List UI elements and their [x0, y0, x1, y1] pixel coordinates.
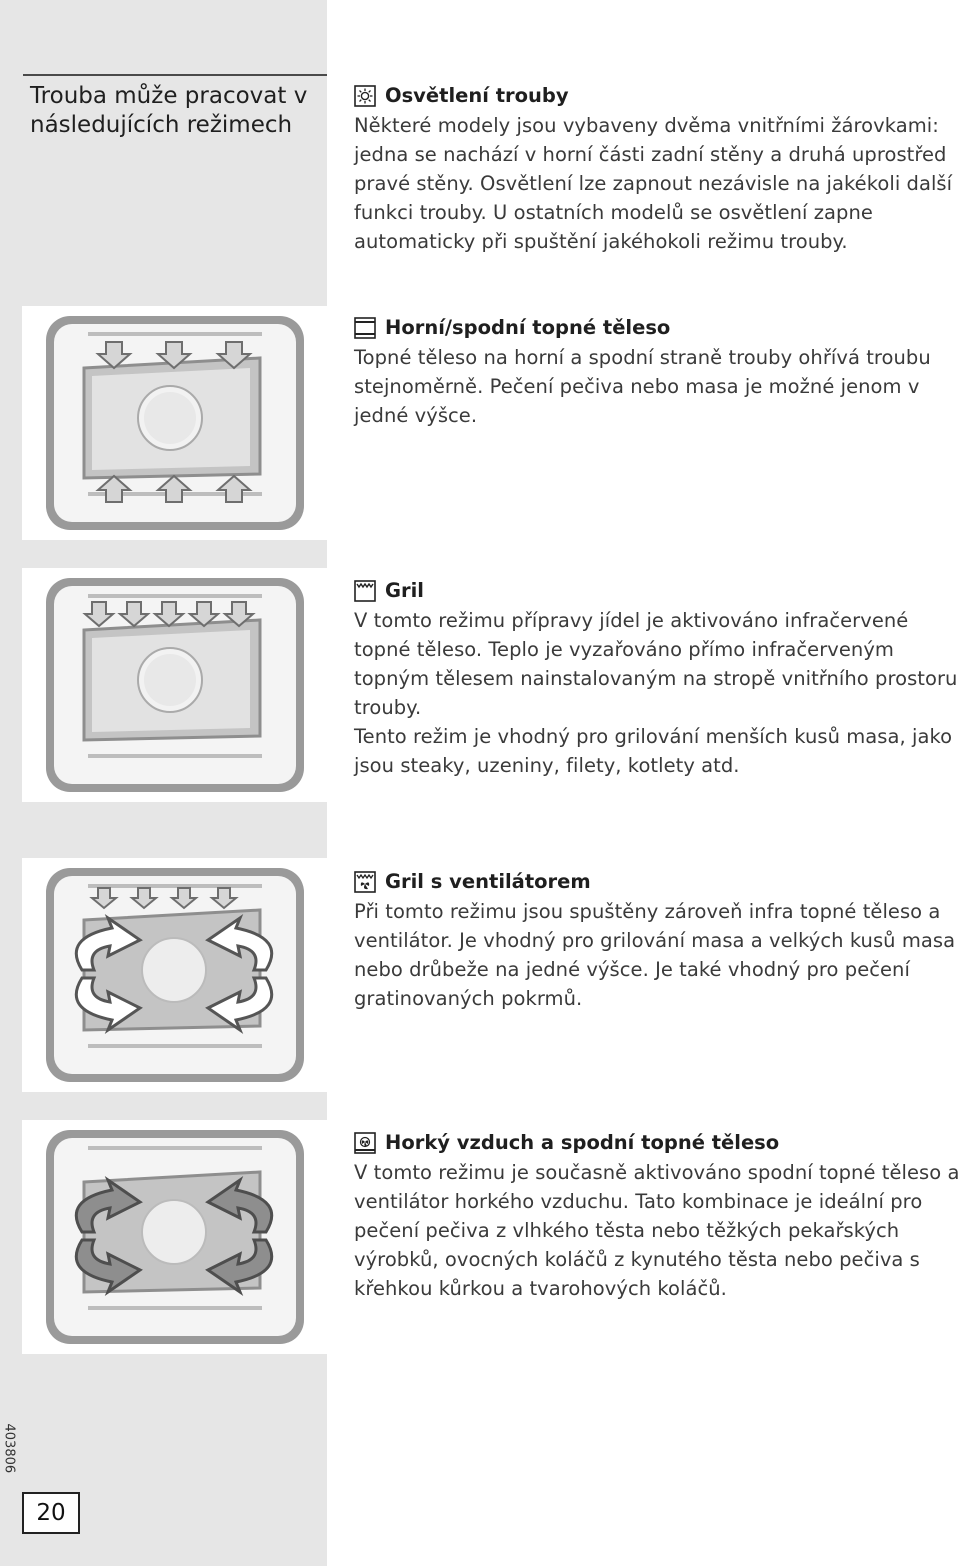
sidebar-rule: [23, 74, 327, 76]
illustration-top-bottom-heat: [22, 306, 327, 540]
document-code: 403806: [1, 1423, 17, 1474]
section-title-row: [354, 81, 960, 111]
illustration-hot-air-bottom: [22, 1120, 327, 1354]
section-grill: [354, 576, 960, 780]
section-title: Gril s ventilátorem: [385, 870, 591, 893]
section-body: Topné těleso na horní a spodní straně trouby ohřívá troubu stejnoměrně. Pečení pečiva nebo masa je možné jenom v jedné výšce.: [354, 346, 931, 427]
oven-illustration: [22, 568, 327, 802]
sidebar-heading: Trouba může pracovat v následujících režimech: [30, 83, 308, 138]
section-body: V tomto režimu přípravy jídel je aktivováno infračervené topné těleso. Teplo je vyzařováno přímo infračerveným topným tělesem nainstalovaným na stropě vnitřního prostoru trouby.: [354, 609, 958, 719]
top-bottom-heater-icon: [354, 317, 376, 339]
section-oven-light: [354, 81, 960, 256]
section-title-row: [354, 313, 960, 343]
section-title-row: [354, 867, 960, 897]
section-hot-air-bottom: [354, 1128, 960, 1303]
section-grill-fan: [354, 867, 960, 1013]
illustration-grill: [22, 568, 327, 802]
section-title: Osvětlení trouby: [385, 84, 569, 107]
section-body: Některé modely jsou vybaveny dvěma vnitřními žárovkami: jedna se nachází v horní části zadní stěny a druhá uprostřed pravé stěny. Osvětlení lze zapnout nezávisle na jakékoli další funkci trouby. U ostatních modelů se osvětlení zapne automaticky při spuštění jakéhokoli režimu trouby.: [354, 114, 953, 253]
section-title: Gril: [385, 579, 424, 602]
oven-illustration: [22, 858, 327, 1092]
section-body: Při tomto režimu jsou spuštěny zároveň infra topné těleso a ventilátor. Je vhodný pro grilování masa a velkých kusů masa nebo drůbeže na jedné výšce. Je také vhodný pro pečení gratinovaných pokrmů.: [354, 900, 956, 1010]
section-title-row: [354, 1128, 960, 1158]
section-top-bottom-heater: [354, 313, 960, 430]
grill-fan-icon: [354, 871, 376, 893]
illustration-grill-fan: [22, 858, 327, 1092]
section-body: V tomto režimu je současně aktivováno spodní topné těleso a ventilátor horkého vzduchu. Tato kombinace je ideální pro pečení pečiva z vlhkého těsta nebo těžkých pekařských výrobků, ovocných koláčů z kynutého těsta nebo pečiva s křehkou kůrkou a tvarohových koláčů.: [354, 1161, 960, 1300]
page-number: 20: [22, 1492, 80, 1534]
lamp-icon: [354, 85, 376, 107]
oven-illustration: [22, 306, 327, 540]
oven-illustration: [22, 1120, 327, 1354]
section-title-row: [354, 576, 960, 606]
hot-air-bottom-heater-icon: [354, 1132, 376, 1154]
grill-icon: [354, 580, 376, 602]
section-title: Horní/spodní topné těleso: [385, 316, 671, 339]
section-body-extra: Tento režim je vhodný pro grilování menších kusů masa, jako jsou steaky, uzeniny, filety, kotlety atd.: [354, 725, 953, 777]
section-title: Horký vzduch a spodní topné těleso: [385, 1131, 780, 1154]
